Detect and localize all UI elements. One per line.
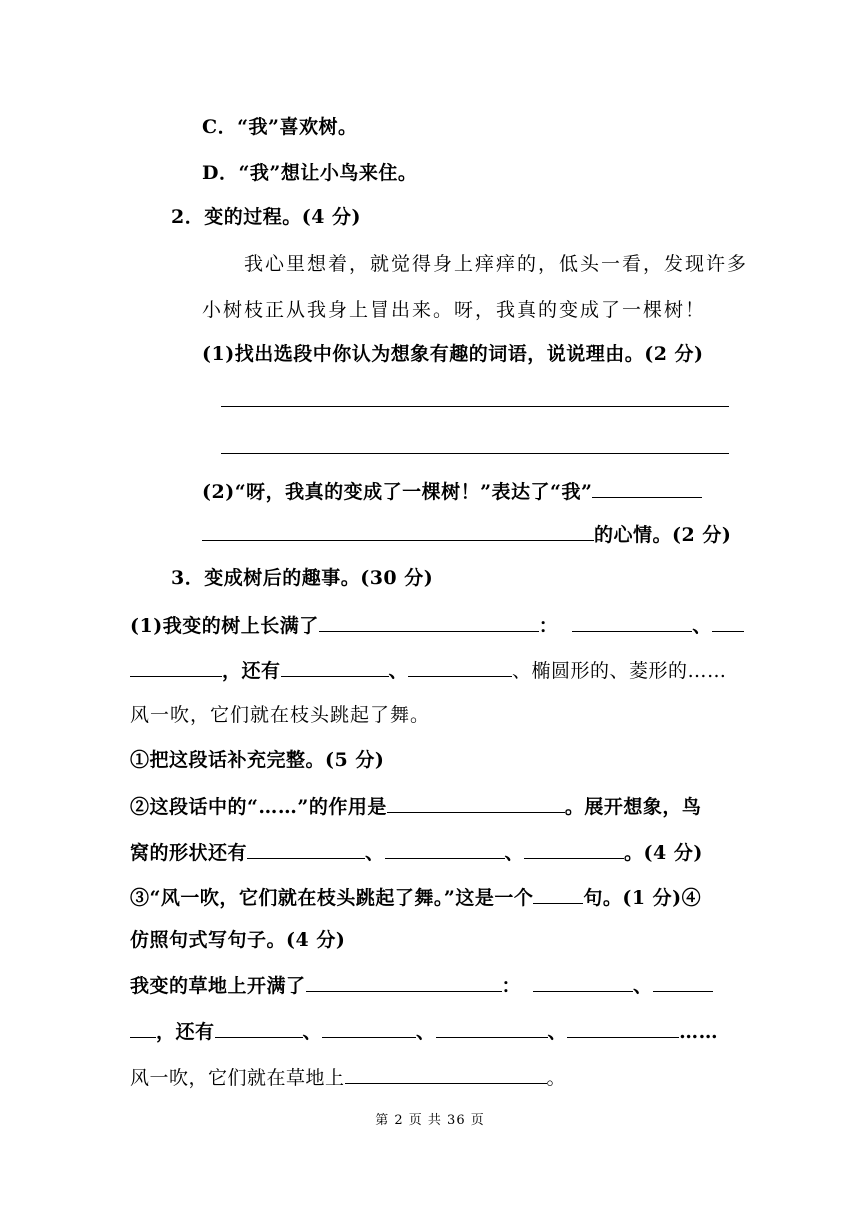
answer-line-1[interactable] [221, 406, 729, 407]
q3-text: (1)我变的树上长满了 [130, 615, 319, 637]
answer-blank[interactable] [306, 972, 502, 992]
q3-text: 。(4 分) [624, 842, 703, 864]
option-c: C．“我”喜欢树。 [202, 116, 358, 138]
q3-line-3: 风一吹，它们就在枝头跳起了舞。 [130, 704, 431, 726]
q3-text: ②这段话中的“……”的作用是 [130, 796, 387, 818]
answer-blank[interactable] [130, 1018, 156, 1038]
question-2-sub-1: (1)找出选段中你认为想象有趣的词语，说说理由。(2 分) [202, 343, 704, 365]
q3-text: ： [538, 615, 559, 637]
q3-text: ，还有 [222, 660, 281, 682]
answer-blank[interactable] [712, 612, 744, 632]
question-2-title: 2．变的过程。(4 分) [171, 206, 362, 228]
question-2-sub-2-cont [202, 521, 731, 547]
answer-blank[interactable] [247, 839, 365, 859]
q3-text: 、 [416, 1021, 436, 1043]
answer-blank[interactable] [385, 839, 505, 859]
sub-2-tail: 的心情。(2 分) [594, 524, 732, 546]
q3-line-9 [130, 972, 713, 998]
option-d: D．“我”想让小鸟来住。 [202, 162, 418, 184]
answer-blank[interactable] [533, 972, 633, 992]
q3-text: 。 [546, 1067, 567, 1089]
answer-blank[interactable] [567, 1018, 679, 1038]
q3-text: 句。(1 分)④ [583, 887, 702, 909]
q3-text: 风一吹，它们就在草地上 [130, 1067, 345, 1089]
q3-text: 、 [365, 842, 385, 864]
answer-blank[interactable] [653, 972, 713, 992]
q3-text: …… [679, 1021, 719, 1043]
answer-blank[interactable] [319, 612, 539, 632]
q3-line-2 [130, 657, 727, 683]
question-2-sub-2 [202, 478, 702, 504]
q3-text: 、 [633, 975, 653, 997]
q3-line-8: 仿照句式写句子。(4 分) [130, 929, 346, 951]
answer-line-2[interactable] [221, 453, 729, 454]
answer-blank[interactable] [322, 1018, 416, 1038]
passage-line-1: 我心里想着，就觉得身上痒痒的，低头一看，发现许多 [244, 253, 749, 275]
q3-line-6 [130, 839, 703, 865]
q3-text: ，还有 [156, 1021, 215, 1043]
question-3-title: 3．变成树后的趣事。(30 分) [171, 567, 434, 589]
answer-blank[interactable] [345, 1064, 547, 1084]
q3-text: 我变的草地上开满了 [130, 975, 306, 997]
page-footer: 第 2 页 共 36 页 [375, 1113, 485, 1128]
answer-blank[interactable] [533, 884, 583, 904]
answer-blank[interactable] [408, 657, 512, 677]
answer-blank[interactable] [202, 521, 594, 541]
q3-text: 、椭圆形的、菱形的…… [512, 660, 727, 682]
q3-line-11 [130, 1064, 566, 1090]
q3-text: ： [501, 975, 522, 997]
q3-text: ③“风一吹，它们就在枝头跳起了舞。”这是一个 [130, 887, 534, 909]
q3-text: 、 [388, 660, 409, 682]
q3-text: 、 [692, 615, 712, 637]
q3-line-7 [130, 884, 701, 910]
q3-text: 窝的形状还有 [130, 842, 248, 864]
answer-blank[interactable] [387, 793, 565, 813]
q3-line-1 [130, 612, 744, 638]
q3-line-5 [130, 793, 701, 819]
answer-blank[interactable] [215, 1018, 303, 1038]
answer-blank[interactable] [572, 612, 692, 632]
q3-line-10 [130, 1018, 718, 1044]
q3-text: 。展开想象，鸟 [564, 796, 702, 818]
answer-blank[interactable] [436, 1018, 548, 1038]
sub-2-text: (2)“呀，我真的变成了一棵树！”表达了“我” [202, 481, 593, 503]
answer-blank[interactable] [524, 839, 624, 859]
answer-blank[interactable] [130, 657, 222, 677]
passage-line-2: 小树枝正从我身上冒出来。呀，我真的变成了一棵树！ [202, 299, 707, 321]
q3-text: 、 [302, 1021, 323, 1043]
answer-blank[interactable] [281, 657, 389, 677]
q3-line-4: ①把这段话补充完整。(5 分) [130, 749, 385, 771]
q3-text: 、 [504, 842, 525, 864]
answer-blank[interactable] [592, 478, 702, 498]
q3-text: 、 [547, 1021, 568, 1043]
